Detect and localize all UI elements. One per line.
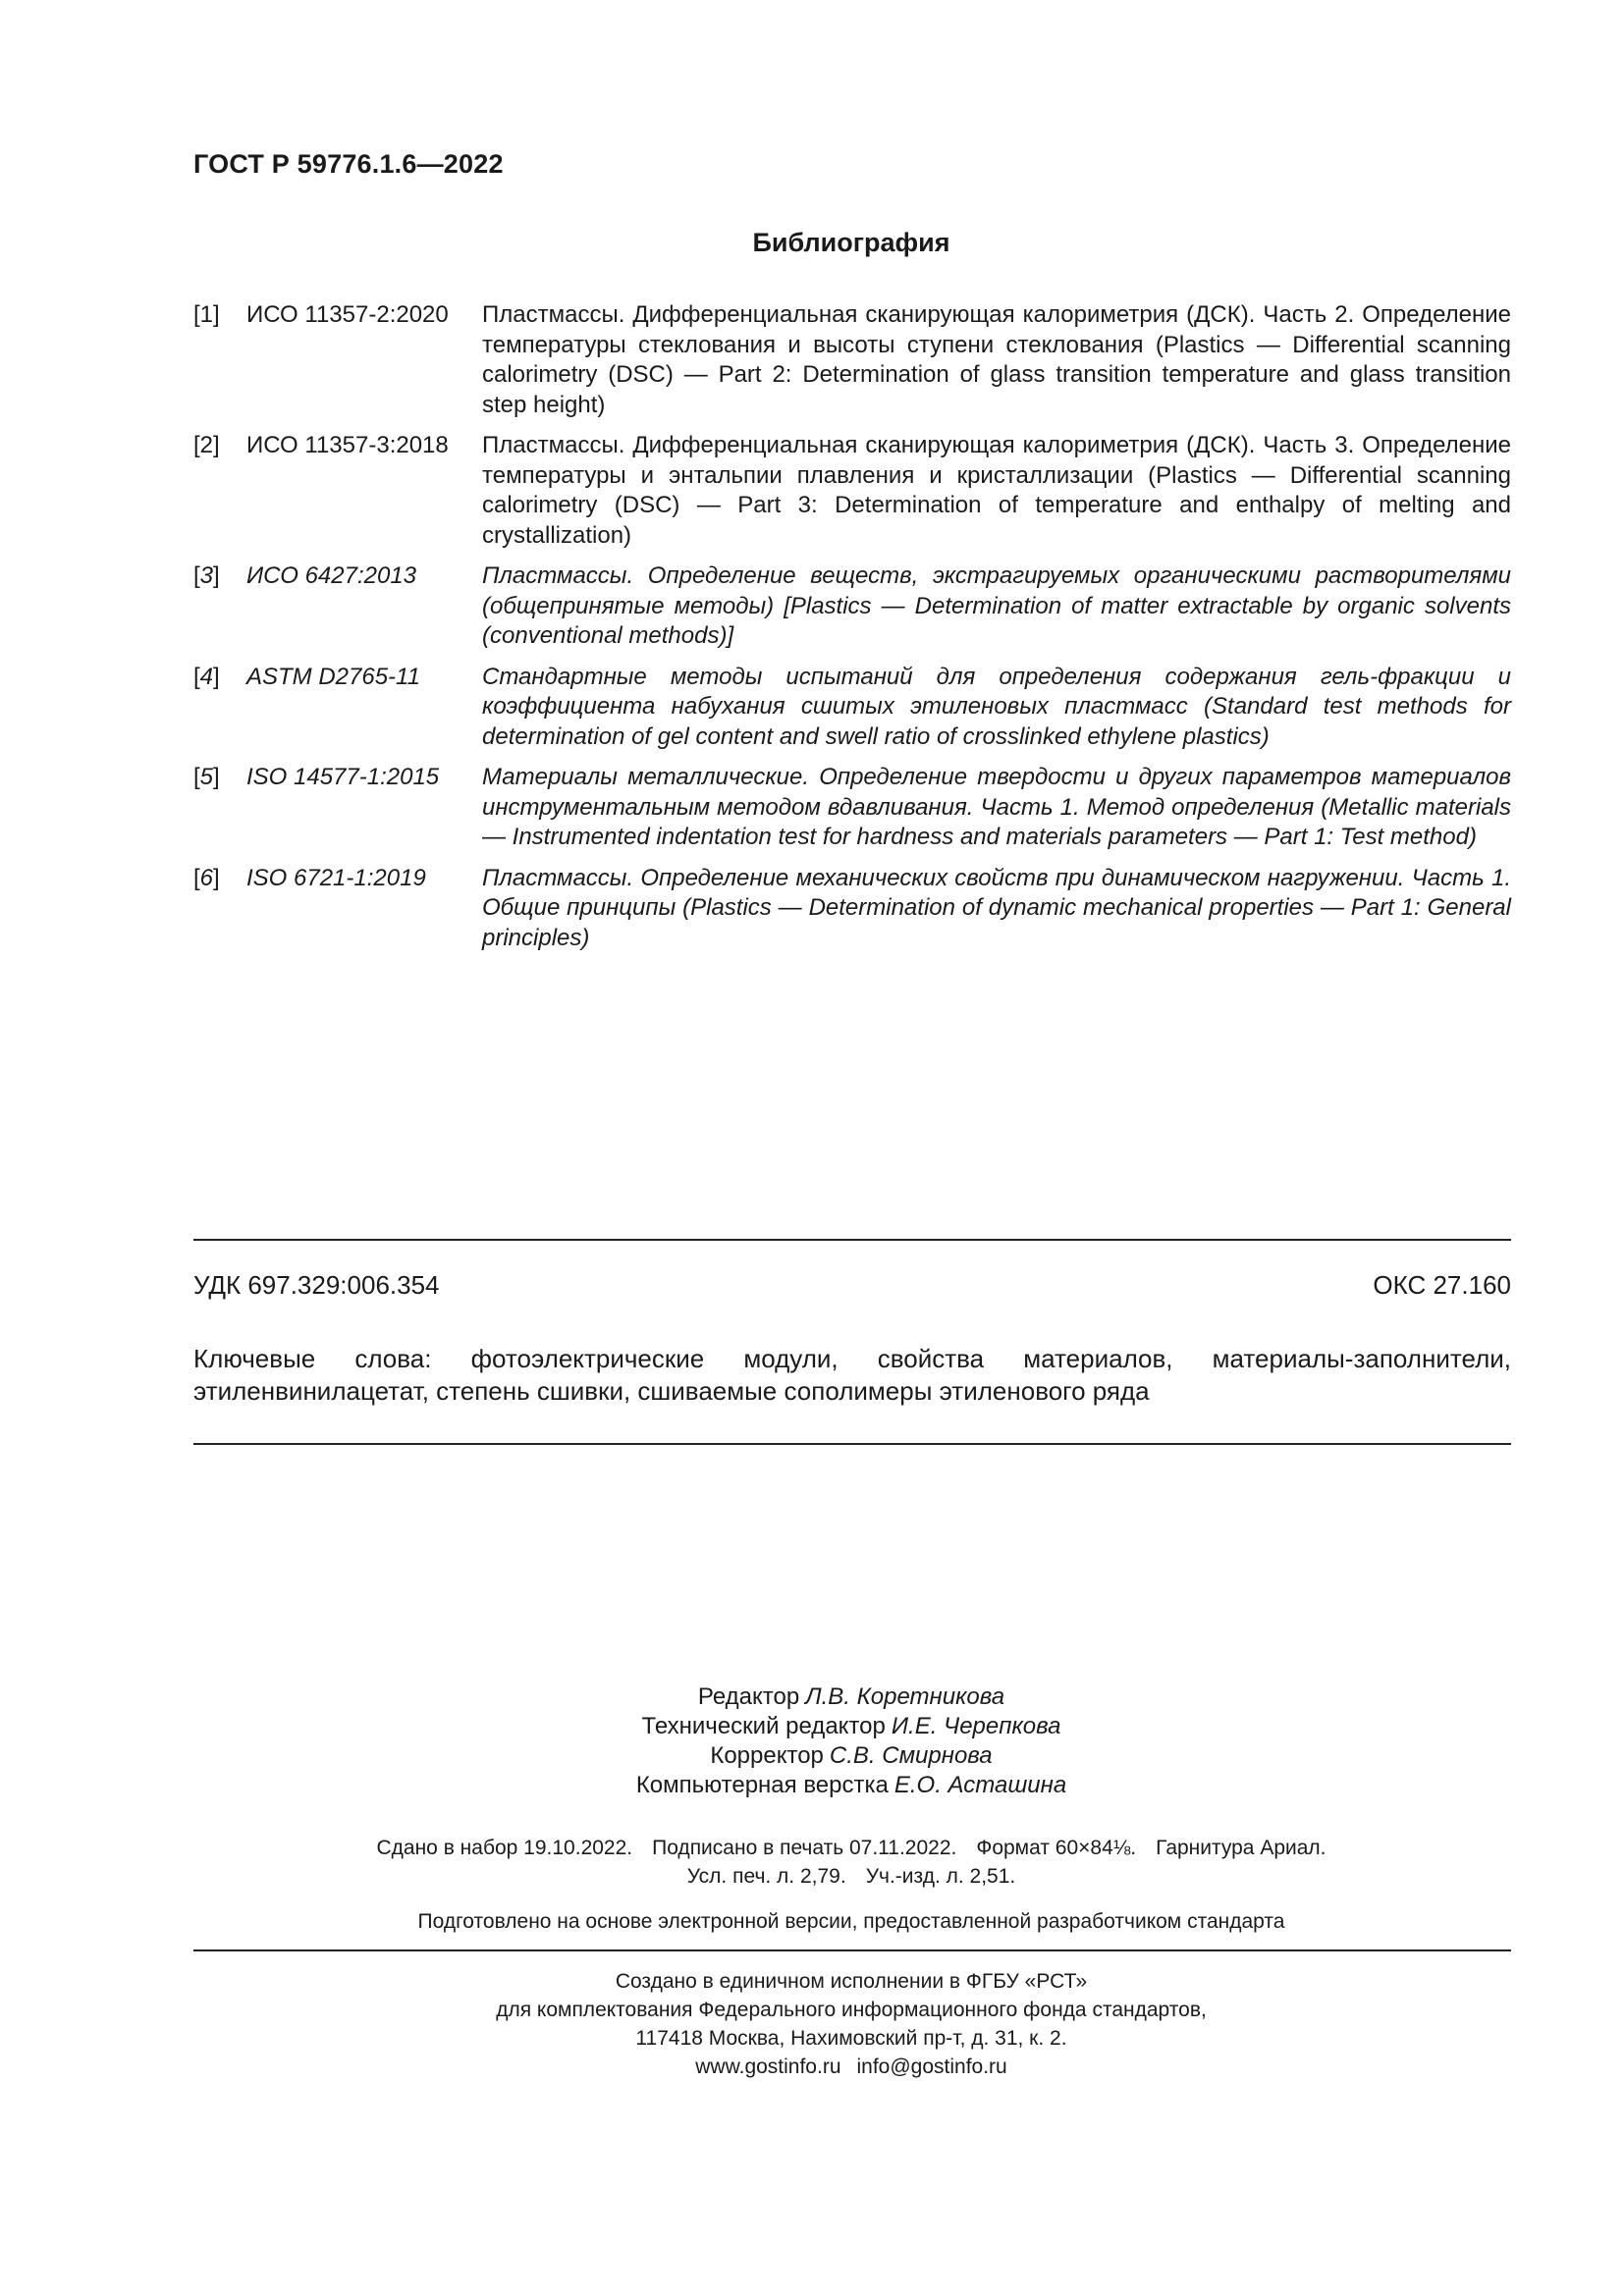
- divider-bottom: [193, 1949, 1511, 1951]
- imprint-line: Усл. печ. л. 2,79. Уч.-изд. л. 2,51.: [686, 1865, 1016, 1888]
- udc-code: УДК 697.329:006.354: [193, 1270, 440, 1300]
- bibliography-entry: [193, 561, 1511, 652]
- editorial-credits: [0, 1682, 1624, 1800]
- credit-line: Компьютерная верстка Е.О. Асташина: [635, 1772, 1067, 1798]
- publisher-line: для комплектования Федерального информационного фонда стандартов,: [496, 1999, 1207, 2021]
- entry-title: Пластмассы. Определение веществ, экстрагируемых органическими растворителями (общепринятые методы) [Plastics — Determination of matter extractable by organic solvents (conventional methods)]: [482, 562, 1511, 649]
- entry-number: [1]: [193, 301, 220, 328]
- entry-standard-code: ИСО 11357-2:2020: [246, 301, 449, 328]
- bibliography-entry: [193, 864, 1511, 954]
- entry-number: [4]: [193, 663, 220, 690]
- imprint-info: [0, 1834, 1624, 1891]
- credit-line: Корректор С.В. Смирнова: [710, 1742, 993, 1769]
- entry-standard-code: ISO 6721-1:2019: [246, 864, 426, 891]
- bibliography-entry: [193, 300, 1511, 420]
- bibliography-list: [193, 300, 1511, 964]
- entry-number: [2]: [193, 432, 220, 458]
- prepared-note: Подготовлено на основе электронной версии, предоставленной разработчиком стандарта: [417, 1910, 1285, 1933]
- page-header-standard-code: ГОСТ Р 59776.1.6—2022: [193, 149, 504, 179]
- credit-line: Редактор Л.В. Коретникова: [697, 1683, 1005, 1710]
- entry-number: [5]: [193, 764, 220, 790]
- publisher-info: [0, 1967, 1624, 2081]
- bibliography-entry: [193, 663, 1511, 753]
- entry-title: Стандартные методы испытаний для определения содержания гель-фракции и коэффициента набухания сшитых этиленовых пластмасс (Standard test methods for determination of gel content and swell ratio of crosslinked ethylene plastics): [482, 663, 1511, 750]
- entry-number: [3]: [193, 562, 220, 589]
- entry-standard-code: ASTM D2765-11: [246, 663, 420, 690]
- credit-line: Технический редактор И.Е. Черепкова: [641, 1713, 1061, 1739]
- imprint-line: Сдано в набор 19.10.2022. Подписано в печать 07.11.2022. Формат 60×84⅛. Гарнитура Ариал.: [376, 1837, 1326, 1859]
- publisher-line: 117418 Москва, Нахимовский пр-т, д. 31, к. 2.: [635, 2027, 1067, 2050]
- website-link[interactable]: www.gostinfo.ru: [695, 2056, 841, 2078]
- bibliography-entry: [193, 431, 1511, 551]
- bibliography-entry: [193, 763, 1511, 853]
- oks-code: ОКС 27.160: [1373, 1270, 1511, 1300]
- entry-number: [6]: [193, 864, 220, 891]
- divider-keywords: [193, 1443, 1511, 1445]
- publisher-contacts: [0, 2053, 1624, 2081]
- divider-top: [193, 1239, 1511, 1241]
- bibliography-title: Библиография: [752, 228, 950, 257]
- entry-standard-code: ИСО 6427:2013: [246, 562, 417, 589]
- entry-title: Пластмассы. Определение механических свойств при динамическом нагружении. Часть 1. Общие принципы (Plastics — Determination of dynamic mechanical properties — Part 1: General principles): [482, 864, 1511, 951]
- entry-title: Пластмассы. Дифференциальная сканирующая калориметрия (ДСК). Часть 3. Определение температуры и энтальпии плавления и кристаллизации (Plastics — Differential scanning calorimetry (DSC) — Part 3: Determination of temperature and enthalpy of melting and crystallization): [482, 432, 1511, 549]
- publisher-line: Создано в единичном исполнении в ФГБУ «РСТ»: [615, 1970, 1088, 1993]
- email-link[interactable]: info@gostinfo.ru: [856, 2056, 1007, 2078]
- entry-standard-code: ИСО 11357-3:2018: [246, 432, 449, 458]
- entry-standard-code: ISO 14577-1:2015: [246, 764, 440, 790]
- entry-title: Пластмассы. Дифференциальная сканирующая калориметрия (ДСК). Часть 2. Определение температуры стеклования и высоты ступени стеклования (Plastics — Differential scanning calorimetry (DSC) — Part 2: Determination of glass transition temperature and glass transition step height): [482, 301, 1511, 418]
- keywords-text: Ключевые слова: фотоэлектрические модули, свойства материалов, материалы-заполнители, этиленвинилацетат, степень сшивки, сшиваемые сополимеры этиленового ряда: [193, 1344, 1511, 1406]
- entry-title: Материалы металлические. Определение твердости и других параметров материалов инструментальным методом вдавливания. Часть 1. Метод определения (Metallic materials — Instrumented indentation test for hardness and materials parameters — Part 1: Test method): [482, 764, 1511, 850]
